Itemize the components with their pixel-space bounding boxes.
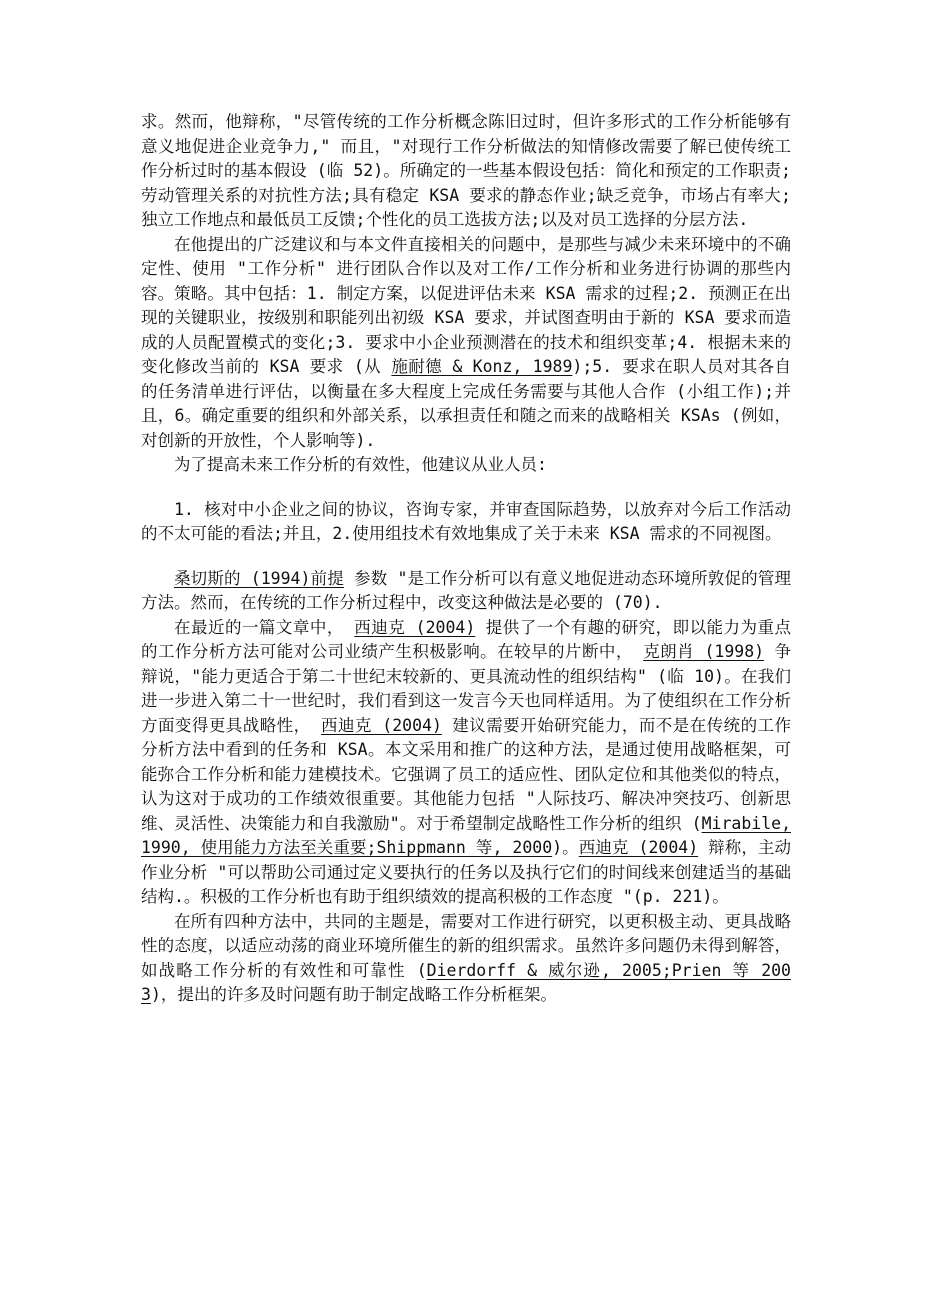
paragraph-text: 参数 "是工作分析可以有意义地促进动态环境所敦促的管理方法。然而，在传统的工作分析过程中，改变这种做法是必要的 (70). xyxy=(141,568,791,612)
citation-link[interactable]: 西迪克 (2004) xyxy=(354,617,476,637)
paragraph-text: 辩称，主动作业分析 "可以帮助公司通过定义要执行的任务以及执行它们的时间线来创建适当的基础结构.。积极的工作分析也有助于组织绩效的提高积极的工作态度 "(p. 221)。 xyxy=(141,838,791,906)
paragraph-text: )。 xyxy=(552,838,579,857)
citation-link[interactable]: 克朗肖 (1998) xyxy=(643,642,765,661)
citation-link[interactable]: 西迪克 (2004) xyxy=(578,838,699,857)
paragraph-text: 在最近的一篇文章中， xyxy=(174,617,355,637)
paragraph xyxy=(141,110,791,233)
document-body xyxy=(141,110,791,1008)
paragraph xyxy=(141,453,791,478)
paragraph xyxy=(141,910,791,1008)
paragraph-text: );5. 要求在职人员对其各自的任务清单进行评估，以衡量在多大程度上完成任务需要与其他人合作 (小组工作);并且，6。确定重要的组织和外部关系，以承担责任和随之而来的战略相关 KSAs (例如，对创新的开放性，个人影响等). xyxy=(141,357,792,450)
paragraph-text: )，提出的许多及时问题有助于制定战略工作分析框架。 xyxy=(150,985,557,1004)
paragraph xyxy=(141,233,791,454)
paragraph-text: 1. 核对中小企业之间的协议，咨询专家，并审查国际趋势，以放弃对今后工作活动的不太可能的看法;并且，2.使用组技术有效地集成了关于未来 KSA 需求的不同视图。 xyxy=(141,499,791,543)
paragraph-spacer xyxy=(141,478,791,498)
paragraph-text: 争辩说，"能力更适合于第二十世纪末较新的、更具流动性的组织结构" (临 10)。在我们进一步进入第二十一世纪时，我们看到这一发言今天也同样适用。为了使组织在工作分析方面变得更具战略性， xyxy=(141,642,791,735)
citation-link[interactable]: 施耐德 & Konz, 1989 xyxy=(391,357,573,376)
paragraph-text: 提供了一个有趣的研究，即以能力为重点的工作分析方法可能对公司业绩产生积极影响。在较早的片断中， xyxy=(141,617,792,661)
paragraph-text: 建议需要开始研究能力，而不是在传统的工作分析方法中看到的任务和 KSA。本文采用和推广的这种方法，是通过使用战略框架，可能弥合工作分析和能力建模技术。它强调了员工的适应性、团队定位和其他类似的特点，认为这对于成功的工作绩效很重要。其他能力包括 "人际技巧、解决冲突技巧、创新思维、灵活性、决策能力和自我激励"。对于希望制定战略性工作分析的组织 ( xyxy=(141,715,791,833)
citation-link[interactable]: 西迪克 (2004) xyxy=(321,715,442,735)
citation-link[interactable]: Dierdorff & 威尔逊, 2005;Prien 等 2003 xyxy=(141,960,791,1004)
paragraph-spacer xyxy=(141,547,791,567)
citation-link[interactable]: Mirabile, 1990, 使用能力方法至关重要;Shippmann 等, 2000 xyxy=(141,813,791,857)
paragraph xyxy=(141,498,791,547)
paragraph-text: 在所有四种方法中，共同的主题是，需要对工作进行研究，以更积极主动、更具战略性的态度，以适应动荡的商业环境所催生的新的组织需求。虽然许多问题仍未得到解答，如战略工作分析的有效性和可靠性 ( xyxy=(141,911,791,980)
paragraph-text: 在他提出的广泛建议和与本文件直接相关的问题中，是那些与减少未来环境中的不确定性、使用 "工作分析" 进行团队合作以及对工作/工作分析和业务进行协调的那些内容。策略。其中包括：1. 制定方案，以促进评估未来 KSA 需求的过程;2. 预测正在出现的关键职业，按级别和职能列出初级 KSA 要求，并试图查明由于新的 KSA 要求而造成的人员配置模式的变化;3. 要求中小企业预测潜在的技术和组织变革;4. 根据未来的变化修改当前的 KSA 要求 (从 xyxy=(141,234,791,376)
paragraph-text: 为了提高未来工作分析的有效性，他建议从业人员: xyxy=(174,455,547,474)
paragraph xyxy=(141,616,791,910)
paragraph-text: 求。然而，他辩称，"尽管传统的工作分析概念陈旧过时，但许多形式的工作分析能够有意义地促进企业竞争力," 而且，"对现行工作分析做法的知情修改需要了解已使传统工作分析过时的基本假设 (临 52)。所确定的一些基本假设包括：简化和预定的工作职责;劳动管理关系的对抗性方法;具有稳定 KSA 要求的静态作业;缺乏竞争，市场占有率大;独立工作地点和最低员工反馈;个性化的员工选拔方法;以及对员工选择的分层方法. xyxy=(141,112,791,229)
paragraph xyxy=(141,567,791,616)
citation-link[interactable]: 桑切斯的 (1994)前提 xyxy=(174,568,344,588)
